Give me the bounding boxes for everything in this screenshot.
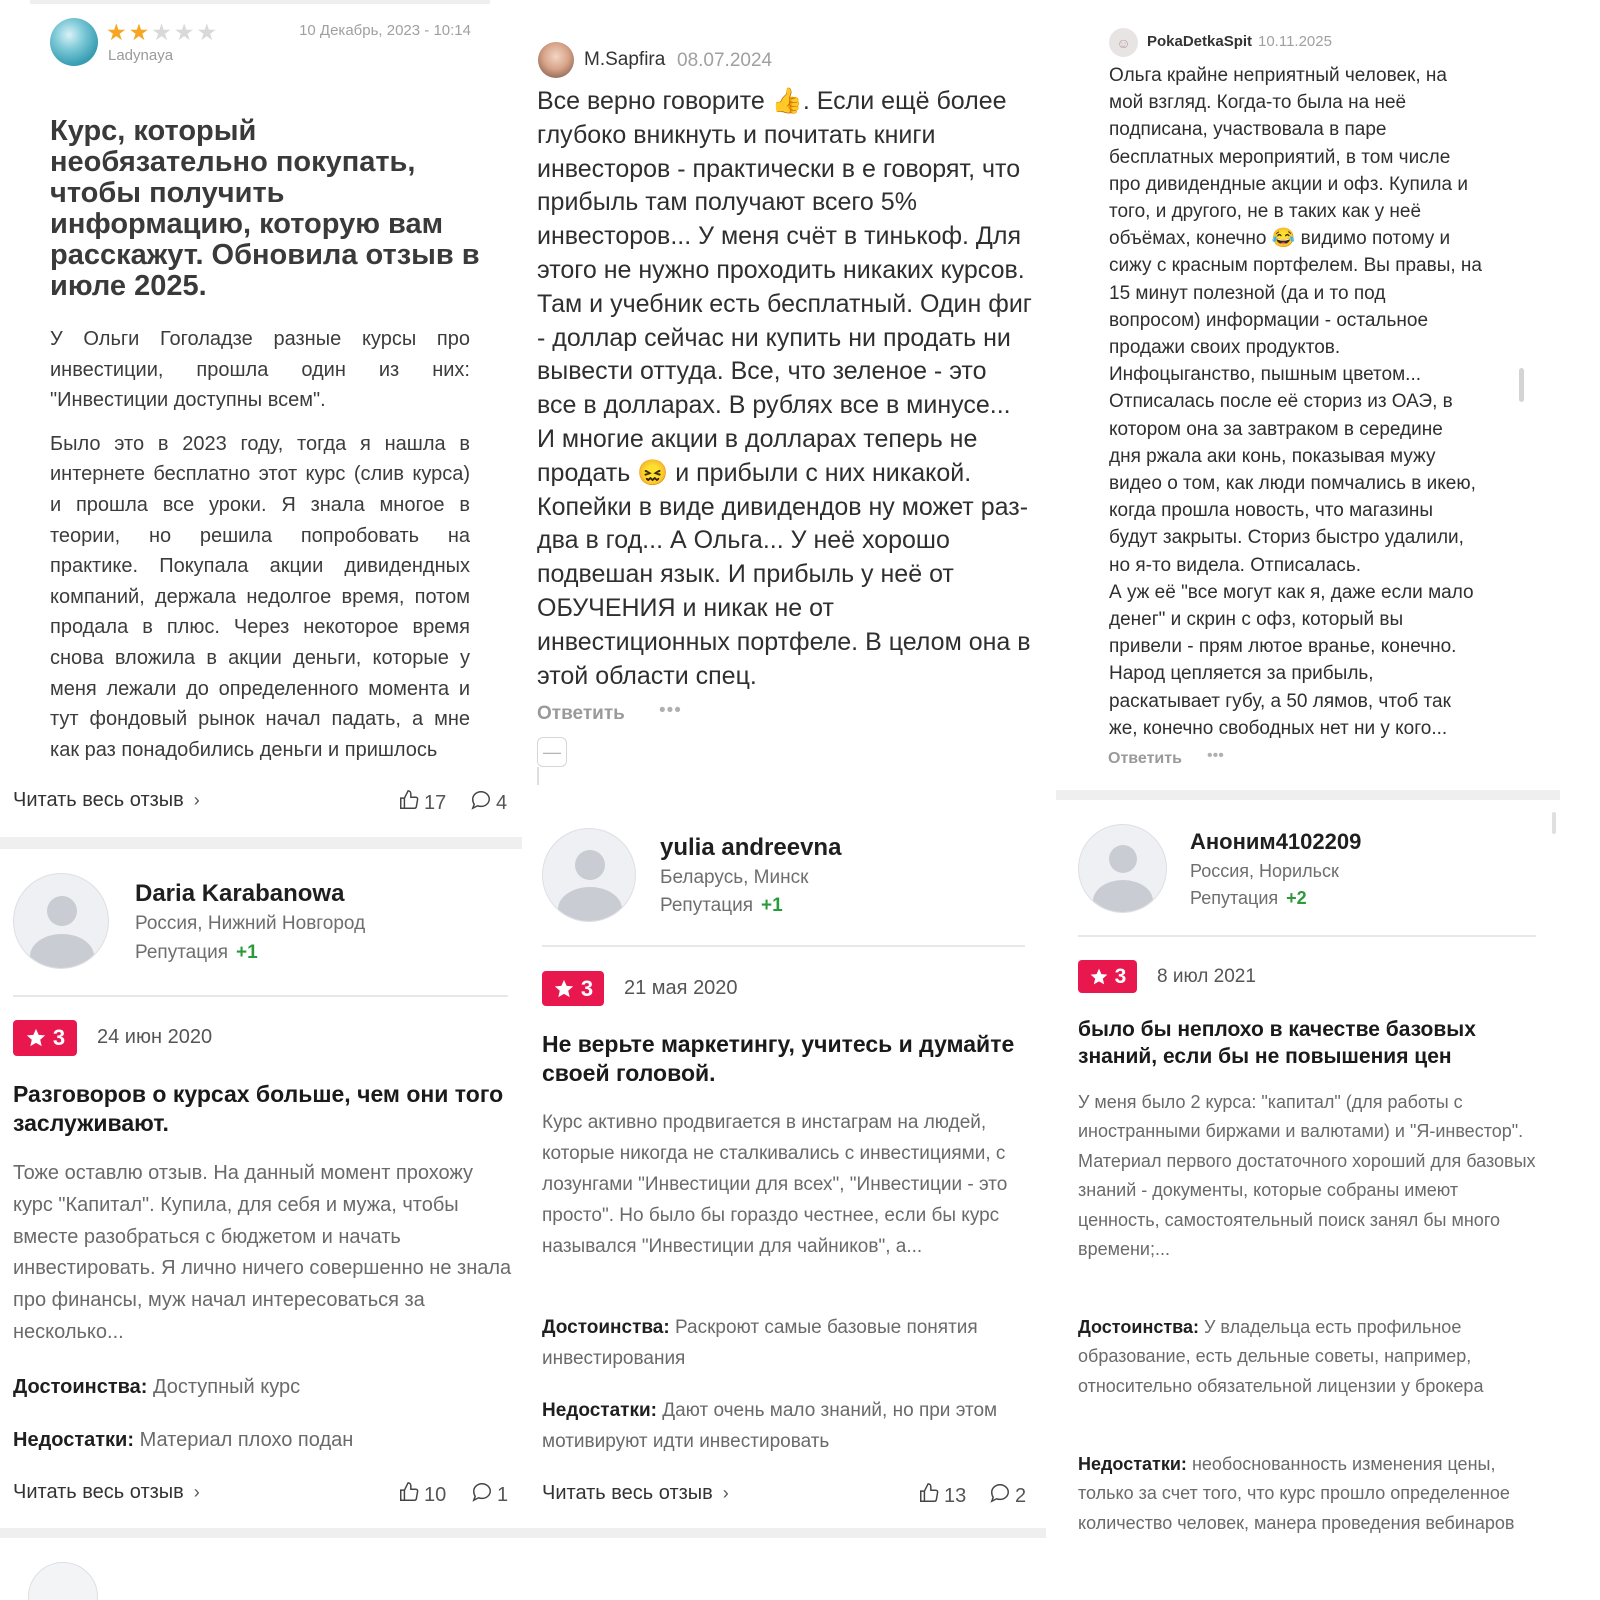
review-pros	[13, 1373, 513, 1401]
comment-body: Все верно говорите 👍. Если ещё более глубоко вникнуть и почитать книги инвесторов - практически в е говорят, что прибыль там получают всего 5% инвесторов... У меня счёт в тинькоф. Для этого не нужно проходить никаких курсов. Там и учебник есть бесплатный. Один фиг - доллар сейчас ни купить ни продать ни вывести оттуда. Все, что зеленое - это все в долларах. В рублях все в минусе... И многие акции в долларах теперь не продать 😖 и прибыли с них никакой. Копейки в виде дивидендов ну может раз-два в год... А Ольга... У неё хорошо подвешан язык. И прибыль у неё от ОБУЧЕНИЯ и никак не от инвестиционных портфеле. В целом она в этой области спец.	[537, 87, 1032, 690]
user-placeholder-icon[interactable]	[1078, 824, 1167, 913]
comment-line: А уж её "все могут как я, даже если мало	[1109, 581, 1474, 603]
pros-label: Достоинства:	[542, 1317, 670, 1338]
review-pros	[1078, 1313, 1538, 1401]
comment-date: 08.07.2024	[677, 50, 773, 71]
comment-line: сижу с красным портфелем. Вы правы, на	[1109, 255, 1482, 277]
comment-button[interactable]	[470, 789, 507, 817]
star-icon	[553, 978, 575, 1000]
review-title[interactable]: Не верьте маркетингу, учитесь и думайте своей головой.	[542, 1031, 1015, 1086]
user-reputation	[1190, 888, 1307, 909]
read-full-review-link[interactable]	[542, 1482, 729, 1505]
user-location: Россия, Нижний Новгород	[135, 913, 366, 934]
read-full-review-link[interactable]	[13, 789, 200, 812]
like-count: 13	[944, 1484, 967, 1507]
rating-value: 3	[580, 975, 594, 1001]
rating-value: 3	[52, 1025, 66, 1050]
comment-line: вопросом) информации - остальное	[1109, 309, 1429, 331]
cons-label: Недостатки:	[1078, 1454, 1187, 1474]
thumbs-up-icon	[398, 1481, 420, 1509]
cons-text: Дают очень мало знаний, но при этом мотивируют идти инвестировать	[542, 1400, 998, 1452]
username[interactable]: Ladynaya	[108, 47, 174, 64]
cons-text: необоснованность изменения цены, только за счет того, что курс прошло определенное количество человек, манера проведения вебинаров	[1078, 1454, 1515, 1533]
comment-date: 10.11.2025	[1258, 33, 1332, 50]
star-filled-icon: ★	[106, 19, 127, 45]
avatar[interactable]	[50, 18, 98, 66]
chevron-right-icon: ›	[722, 1483, 729, 1503]
review-date: 24 июн 2020	[97, 1026, 213, 1048]
comment-line: бесплатных мероприятий, в том числе	[1109, 146, 1451, 168]
read-full-review-link[interactable]	[13, 1481, 200, 1504]
divider	[13, 995, 508, 997]
divider	[1078, 935, 1536, 937]
review-date: 21 мая 2020	[624, 977, 738, 999]
star-filled-icon: ★	[128, 19, 150, 45]
review-body	[50, 324, 470, 782]
user-placeholder-icon[interactable]	[542, 828, 636, 922]
review-excerpt: Курс активно продвигается в инстаграм на людей, которые никогда не сталкивались с инвестициями, с лозунгами "Инвестиции для всех", "Инвестиции - это просто". Но было бы гораздо честнее, если бы курс назывался "Инвестиции для чайников", а...	[542, 1112, 1008, 1257]
like-count: 17	[424, 791, 447, 814]
collapse-thread-button[interactable]: —	[537, 737, 567, 767]
comment-count: 1	[497, 1483, 509, 1506]
comment-line: Народ цепляется за прибыль,	[1109, 663, 1374, 685]
review-cons	[542, 1395, 1022, 1457]
scrollbar-thumb[interactable]	[1552, 812, 1556, 834]
star-icon	[25, 1027, 47, 1049]
comment-line: Ольга крайне неприятный человек, на	[1109, 65, 1447, 86]
rating-badge	[13, 1020, 77, 1056]
comment-line: Отписалась после её сториз из ОАЭ, в	[1109, 391, 1453, 413]
reputation-value: +2	[1286, 888, 1307, 908]
star-icon	[1089, 967, 1109, 987]
review-paragraph: Было это в 2023 году, тогда я нашла в интернете бесплатно этот курс (слив курса) и прошла все уроки. Я знала многое в теории, но решила попробовать на практике. Покупала акции дивидендных компаний, держала недолгое время, потом продала в плюс. Через некоторое время снова вложила в акции деньги, которые у меня лежали до определенного момента и тут фондовый рынок начал падать, а мне как раз понадобились деньги и пришлось	[50, 432, 470, 761]
comment-line: раскатывает губу, а 50 лямов, чтоб так	[1109, 690, 1451, 712]
user-name[interactable]: yulia andreevna	[660, 834, 842, 861]
review-paragraph: У Ольги Гоголадзе разные курсы про инвестиции, прошла один из них: "Инвестиции доступны всем".	[50, 328, 470, 412]
comment-icon	[471, 1481, 493, 1509]
rating-stars	[106, 20, 217, 44]
scrollbar-thumb[interactable]	[1519, 368, 1524, 402]
chevron-right-icon: ›	[193, 1482, 200, 1502]
thumbs-up-icon	[918, 1482, 940, 1510]
username[interactable]: M.Sapfira	[584, 49, 666, 70]
comment-icon	[989, 1482, 1011, 1510]
user-location: Россия, Норильск	[1190, 861, 1339, 881]
comment-icon	[470, 789, 492, 817]
read-full-review-label: Читать весь отзыв	[13, 789, 184, 811]
review-cons	[13, 1426, 513, 1454]
review-date: 8 июл 2021	[1157, 966, 1256, 987]
username[interactable]: PokaDetkaSpit	[1147, 33, 1253, 50]
comment-button[interactable]	[989, 1482, 1026, 1510]
comment-line: видео о том, как люди помчались в икею,	[1109, 473, 1476, 495]
comment-line: привели - прям лютое вранье, конечно.	[1109, 636, 1457, 658]
comment-line: котором она за завтраком в середине	[1109, 418, 1443, 440]
read-full-review-label: Читать весь отзыв	[542, 1482, 713, 1504]
read-full-review-label: Читать весь отзыв	[13, 1481, 184, 1503]
chevron-right-icon: ›	[193, 790, 200, 810]
avatar[interactable]: ☺	[1109, 28, 1138, 57]
user-name[interactable]: Daria Karabanowa	[135, 880, 345, 907]
like-button[interactable]	[398, 1481, 446, 1509]
comment-line: того, и другого, не в таких как у неё	[1109, 201, 1422, 223]
thumbs-up-icon	[398, 789, 420, 817]
rating-badge	[1078, 960, 1137, 993]
review-excerpt: Тоже оставлю отзыв. На данный момент прохожу курс "Капитал". Купила, для себя и мужа, чтобы вместе разобраться с бюджетом и начать инвестировать. Я лично ничего совершенно не знала про финансы, муж начал интересоваться за несколько...	[13, 1162, 512, 1343]
comment-count: 4	[496, 791, 508, 814]
like-count: 10	[424, 1483, 447, 1506]
comment-line: когда прошла новость, что магазины	[1109, 500, 1434, 522]
cons-label: Недостатки:	[542, 1400, 657, 1421]
star-empty-icon: ★	[173, 19, 195, 45]
star-empty-icon: ★	[196, 19, 218, 45]
comment-line: 15 минут полезной (да и то под	[1109, 282, 1386, 304]
rating-value: 3	[1114, 964, 1127, 988]
user-reputation	[135, 942, 258, 964]
divider	[542, 945, 1025, 947]
comment-count: 2	[1015, 1484, 1027, 1507]
reputation-value: +1	[761, 895, 783, 916]
pros-text: У владельца есть профильное образование, есть дельные советы, например, относительно обязательной лицензии у брокера	[1078, 1317, 1484, 1396]
more-options-icon[interactable]: •••	[659, 700, 682, 721]
rating-badge	[542, 971, 604, 1006]
comment-line: объёмах, конечно 😂 видимо потому и	[1109, 228, 1451, 250]
reputation-value: +1	[236, 942, 258, 963]
separator	[1056, 790, 1560, 800]
comment-line: денег" и скрин с офз, который вы	[1109, 609, 1404, 631]
separator	[0, 1528, 1046, 1538]
review-excerpt: У меня было 2 курса: "капитал" (для работы с иностранными биржами и валютами) и "Я-инвестор". Материал первого достаточного хороший для базовых знаний - документы, которые собраны имеют ценность, самостоятельный поиск занял бы много времени;...	[1078, 1092, 1536, 1260]
cons-label: Недостатки:	[13, 1429, 135, 1451]
comment-line: будут закрыты. Сториз быстро удалили,	[1109, 527, 1464, 549]
comment-line: про дивидендные акции и офз. Купила и	[1109, 173, 1468, 195]
comment-body	[1109, 62, 1519, 742]
avatar	[28, 1562, 98, 1600]
like-button[interactable]	[918, 1482, 966, 1510]
pros-text: Доступный курс	[153, 1376, 301, 1398]
pros-label: Достоинства:	[13, 1376, 148, 1398]
comment-line: но я-то видела. Отписалась.	[1109, 554, 1362, 576]
review-cons	[1078, 1450, 1538, 1538]
reputation-label: Репутация	[135, 942, 229, 963]
review-pros	[542, 1312, 1022, 1374]
comment-line: подписана, участвовала в паре	[1109, 119, 1387, 141]
pros-text: Раскроют самые базовые понятия инвестирования	[542, 1317, 978, 1369]
avatar[interactable]	[538, 42, 574, 78]
thread-line	[537, 767, 539, 785]
comment-line: же, конечно свободных нет ни у кого...	[1109, 717, 1448, 739]
reply-button[interactable]: Ответить	[1108, 750, 1182, 767]
like-button[interactable]	[398, 789, 446, 817]
comment-line: продажи своих продуктов.	[1109, 337, 1341, 359]
user-placeholder-icon[interactable]	[13, 873, 109, 969]
review-title[interactable]: было бы неплохо в качестве базовых знаний, если бы не повышения цен	[1078, 1018, 1476, 1068]
star-empty-icon: ★	[151, 19, 172, 45]
cons-text: Материал плохо подан	[139, 1429, 354, 1451]
reply-button[interactable]: Ответить	[537, 703, 625, 724]
comment-line: дня ржала аки конь, показывая мужу	[1109, 445, 1436, 467]
review-title[interactable]: Разговоров о курсах больше, чем они того заслуживают.	[13, 1081, 504, 1136]
user-reputation	[660, 895, 783, 917]
more-options-icon[interactable]: •••	[1207, 747, 1224, 764]
review-date: 10 Декабрь, 2023 - 10:14	[299, 22, 471, 39]
comment-line: мой взгляд. Когда-то была на неё	[1109, 92, 1407, 114]
review-title: Курс, который необязательно покупать, чтобы получить информацию, которую вам расскажут. Обновила отзыв в июле 2025.	[50, 115, 480, 302]
user-name[interactable]: Аноним4102209	[1190, 829, 1362, 854]
comment-line: Инфоцыганство, пышным цветом...	[1109, 364, 1421, 386]
comment-button[interactable]	[471, 1481, 508, 1509]
reputation-label: Репутация	[1190, 888, 1279, 908]
separator	[0, 837, 522, 849]
user-location: Беларусь, Минск	[660, 867, 809, 888]
separator	[30, 0, 490, 4]
reputation-label: Репутация	[660, 895, 754, 916]
pros-label: Достоинства:	[1078, 1317, 1199, 1337]
